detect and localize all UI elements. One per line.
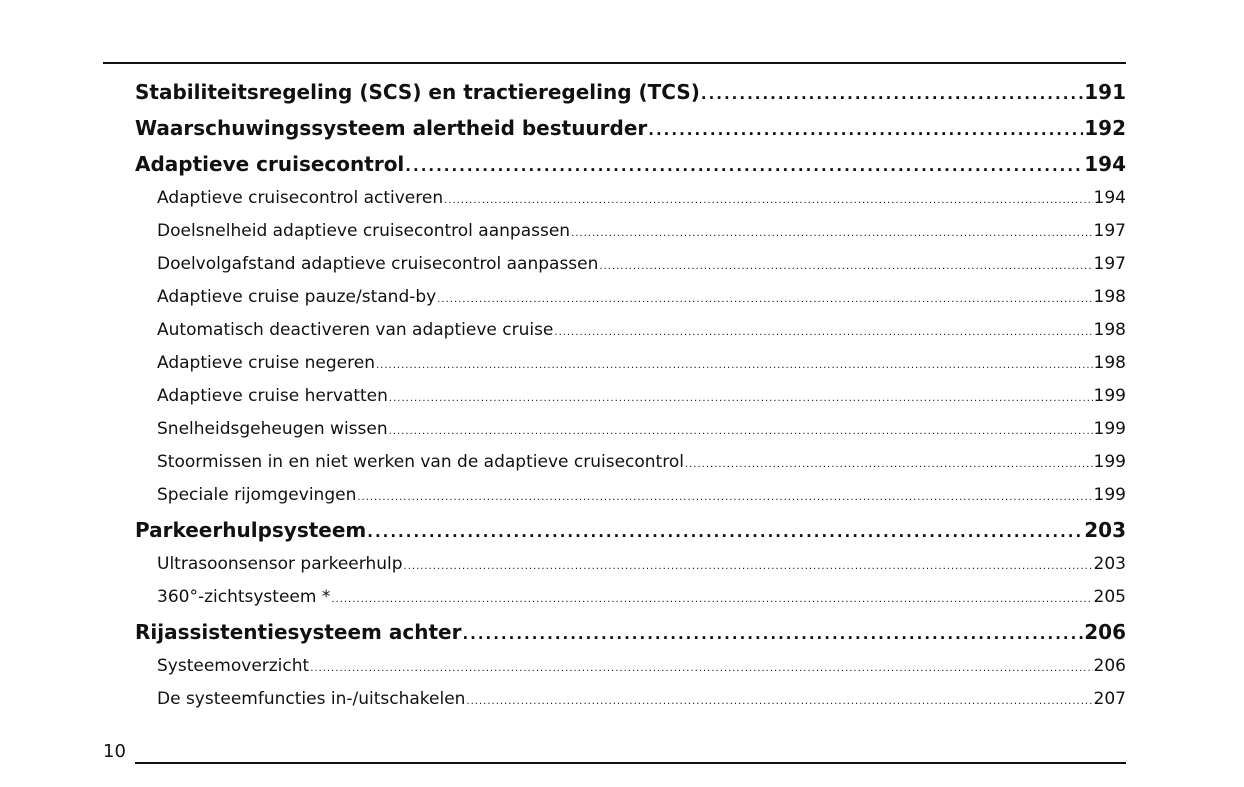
toc-entry-title: Doelvolgafstand adaptieve cruisecontrol aanpassen (157, 254, 599, 274)
toc-entry-title: Systeemoverzicht (157, 656, 310, 676)
toc-entry-page: 199 (1093, 386, 1126, 406)
bottom-rule (135, 762, 1126, 764)
toc-entry-page: 206 (1084, 620, 1126, 644)
toc-entry-title: Adaptieve cruise negeren (157, 353, 375, 373)
toc-entry-title: Adaptieve cruisecontrol activeren (157, 188, 444, 208)
toc-dot-leader (648, 112, 1083, 146)
toc-entry-page: 194 (1093, 188, 1126, 208)
toc-entry-page: 194 (1084, 152, 1126, 176)
toc-subsection-entry[interactable] (135, 347, 1126, 380)
toc-entry-page: 206 (1093, 656, 1126, 676)
toc-entry-title: Waarschuwingssysteem alertheid bestuurder (135, 116, 648, 140)
toc-subsection-entry[interactable] (135, 314, 1126, 347)
toc-subsection-entry[interactable] (135, 581, 1126, 614)
toc-dot-leader (685, 448, 1093, 479)
toc-section-entry[interactable] (135, 110, 1126, 146)
toc-entry-page: 198 (1093, 287, 1126, 307)
toc-dot-leader (389, 382, 1093, 413)
toc-entry-title: Automatisch deactiveren van adaptieve cruise (157, 320, 554, 340)
toc-dot-leader (599, 250, 1092, 281)
toc-entry-title: Stabiliteitsregeling (SCS) en tractieregeling (TCS) (135, 80, 700, 104)
toc-dot-leader (367, 514, 1083, 548)
toc-dot-leader (554, 316, 1092, 347)
toc-dot-leader (466, 685, 1092, 716)
toc-entry-title: 360°-zichtsysteem * (157, 587, 331, 607)
toc-subsection-entry[interactable] (135, 446, 1126, 479)
toc-subsection-entry[interactable] (135, 248, 1126, 281)
toc-entry-title: Stoormissen in en niet werken van de adaptieve cruisecontrol (157, 452, 684, 472)
toc-subsection-entry[interactable] (135, 683, 1126, 716)
toc-entry-page: 205 (1093, 587, 1126, 607)
toc-entry-title: De systeemfuncties in-/uitschakelen (157, 689, 466, 709)
toc-entry-title: Adaptieve cruise hervatten (157, 386, 388, 406)
toc-entry-title: Speciale rijomgevingen (157, 485, 357, 505)
toc-entry-page: 207 (1093, 689, 1126, 709)
toc-dot-leader (376, 349, 1093, 380)
toc-entry-title: Ultrasoonsensor parkeerhulp (157, 554, 403, 574)
toc-entry-title: Doelsnelheid adaptieve cruisecontrol aanpassen (157, 221, 571, 241)
toc-entry-page: 191 (1084, 80, 1126, 104)
toc-entry-title: Adaptieve cruisecontrol (135, 152, 405, 176)
toc-dot-leader (405, 148, 1083, 182)
toc-entry-page: 197 (1093, 221, 1126, 241)
toc-section-entry[interactable] (135, 512, 1126, 548)
toc-subsection-entry[interactable] (135, 215, 1126, 248)
toc-subsection-entry[interactable] (135, 548, 1126, 581)
toc-dot-leader (389, 415, 1093, 446)
toc-entry-page: 203 (1084, 518, 1126, 542)
toc-dot-leader (310, 652, 1092, 683)
toc-dot-leader (437, 283, 1092, 314)
toc-entry-page: 199 (1093, 485, 1126, 505)
toc-dot-leader (444, 184, 1092, 215)
toc-section-entry[interactable] (135, 614, 1126, 650)
table-of-contents (135, 74, 1126, 716)
toc-entry-page: 199 (1093, 419, 1126, 439)
page-number: 10 (103, 741, 126, 762)
toc-section-entry[interactable] (135, 146, 1126, 182)
toc-dot-leader (701, 76, 1083, 110)
toc-subsection-entry[interactable] (135, 182, 1126, 215)
toc-entry-page: 203 (1093, 554, 1126, 574)
top-rule (103, 62, 1126, 64)
toc-entry-page: 198 (1093, 320, 1126, 340)
toc-section-entry[interactable] (135, 74, 1126, 110)
toc-subsection-entry[interactable] (135, 650, 1126, 683)
toc-subsection-entry[interactable] (135, 380, 1126, 413)
toc-subsection-entry[interactable] (135, 479, 1126, 512)
toc-subsection-entry[interactable] (135, 281, 1126, 314)
toc-dot-leader (571, 217, 1092, 248)
toc-entry-title: Parkeerhulpsysteem (135, 518, 367, 542)
toc-dot-leader (357, 481, 1092, 512)
toc-dot-leader (462, 616, 1083, 650)
toc-entry-title: Snelheidsgeheugen wissen (157, 419, 388, 439)
toc-subsection-entry[interactable] (135, 413, 1126, 446)
toc-dot-leader (404, 550, 1093, 581)
toc-entry-page: 197 (1093, 254, 1126, 274)
toc-entry-title: Adaptieve cruise pauze/stand-by (157, 287, 437, 307)
toc-entry-page: 192 (1084, 116, 1126, 140)
toc-dot-leader (331, 583, 1092, 614)
toc-entry-page: 198 (1093, 353, 1126, 373)
toc-entry-page: 199 (1093, 452, 1126, 472)
toc-entry-title: Rijassistentiesysteem achter (135, 620, 462, 644)
